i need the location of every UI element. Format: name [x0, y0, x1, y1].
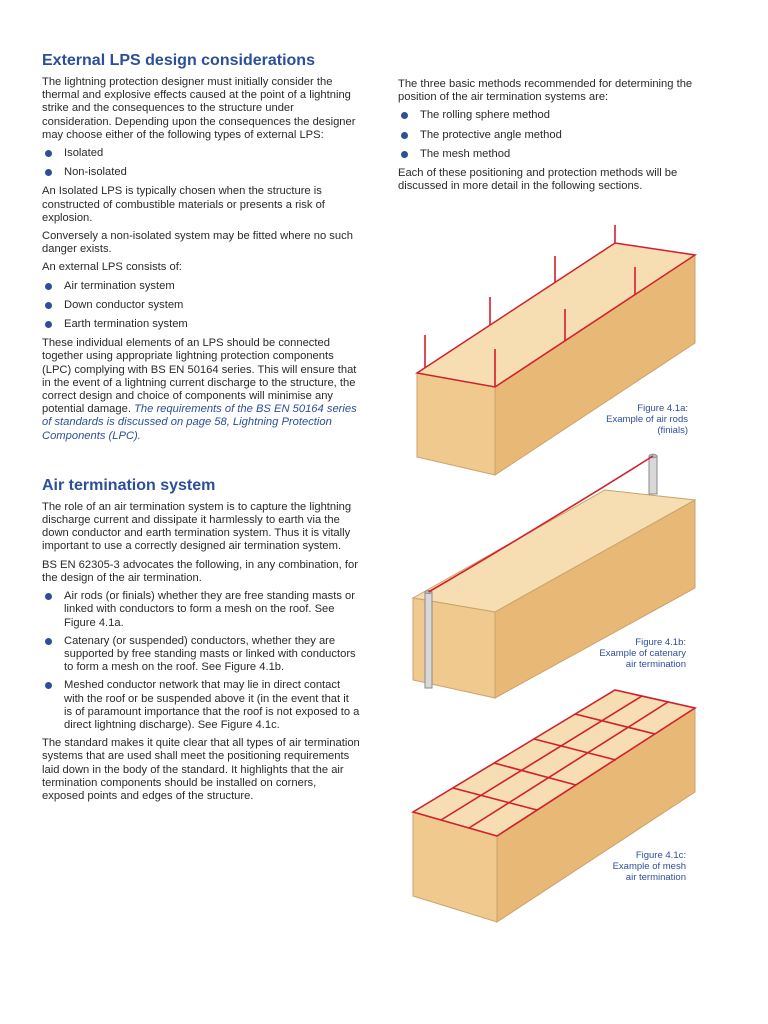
caption-line: Example of air rods	[606, 414, 688, 425]
air-advocates: BS EN 62305-3 advocates the following, in any combination, for the design of the air termination.	[42, 558, 358, 584]
mast-left	[425, 592, 432, 688]
figure-4-1a-caption	[558, 403, 688, 436]
lpc-reference-link[interactable]: The requirements of the BS EN 50164 series of standards is discussed on page 58, Lightning Protection Components (LPC).	[42, 403, 357, 442]
list-item: Isolated	[42, 147, 360, 160]
positioning-methods-list	[398, 109, 714, 161]
connect-text: These individual elements of an LPS should be connected together using appropriate lightning protection components (LPC) complying with BS EN 50164 series. This will ensure that in the event of a lightning current discharge to the structure, the correct design and choice of components will minimise any potential damage.	[42, 337, 357, 416]
list-item: The protective angle method	[398, 129, 714, 142]
figure-4-1a-air-rods-illustration	[405, 225, 705, 485]
caption-line: Figure 4.1a:	[637, 403, 688, 414]
air-methods-list	[42, 590, 360, 732]
list-item: The mesh method	[398, 148, 714, 161]
list-item: Down conductor system	[42, 299, 360, 312]
right-column	[398, 78, 714, 198]
caption-line: air termination	[625, 659, 686, 670]
connect-paragraph	[42, 337, 360, 443]
consists-intro: An external LPS consists of:	[42, 261, 182, 274]
external-lps-heading: External LPS design considerations	[42, 52, 315, 69]
figure-4-1b-caption	[556, 637, 686, 670]
caption-line: air termination	[625, 872, 686, 883]
list-item: Meshed conductor network that may lie in direct contact with the roof or be suspended above it (in the event that it is of paramount importance that the roof is not exposed to a direct lightning discharge). See Figure 4.1c.	[42, 679, 360, 732]
external-intro: The lightning protection designer must initially consider the thermal and explosive effects caused at the point of a lightning strike and the consequences to the structure under consideration. Depending upon the consequences the designer may choose either of the following types of external LPS:	[42, 76, 356, 141]
lps-types-list	[42, 147, 360, 179]
isolated-text: An Isolated LPS is typically chosen when the structure is constructed of combustible materials or presents a risk of explosion.	[42, 185, 325, 224]
air-intro: The role of an air termination system is to capture the lightning discharge current and dissipate it harmlessly to earth via the down conductor and earth termination system. Thus it is vitally important to use a correctly designed air termination system.	[42, 500, 352, 553]
nonisolated-text: Conversely a non-isolated system may be fitted where no such danger exists.	[42, 230, 353, 256]
caption-line: (finials)	[657, 425, 688, 436]
air-closing: The standard makes it quite clear that all types of air termination systems that are used shall meet the positioning requirements laid down in the body of the standard. It highlights that the air termination components should be installed on corners, exposed points and edges of the structure.	[42, 737, 360, 802]
caption-line: Example of mesh	[612, 861, 686, 872]
list-item: Air termination system	[42, 280, 360, 293]
lps-components-list	[42, 280, 360, 332]
caption-line: Figure 4.1b:	[635, 637, 686, 648]
figure-4-1c-mesh-illustration	[405, 684, 705, 924]
list-item: Earth termination system	[42, 318, 360, 331]
list-item: Catenary (or suspended) conductors, whether they are supported by free standing masts or linked with conductors to form a mesh on the roof. See Figure 4.1b.	[42, 635, 360, 675]
caption-line: Example of catenary	[599, 648, 686, 659]
caption-line: Figure 4.1c:	[635, 850, 686, 861]
figure-4-1c-caption	[556, 850, 686, 883]
list-item: Air rods (or finials) whether they are free standing masts or linked with conductors to form a mesh on the roof. See Figure 4.1a.	[42, 590, 360, 630]
methods-outro: Each of these positioning and protection methods will be discussed in more detail in the following sections.	[398, 167, 678, 193]
air-termination-heading: Air termination system	[42, 476, 216, 494]
list-item: The rolling sphere method	[398, 109, 714, 122]
air-termination-section	[42, 477, 360, 803]
left-column	[42, 52, 360, 808]
list-item: Non-isolated	[42, 166, 360, 179]
methods-intro: The three basic methods recommended for determining the position of the air termination systems are:	[398, 78, 693, 104]
mast-right	[649, 456, 657, 494]
